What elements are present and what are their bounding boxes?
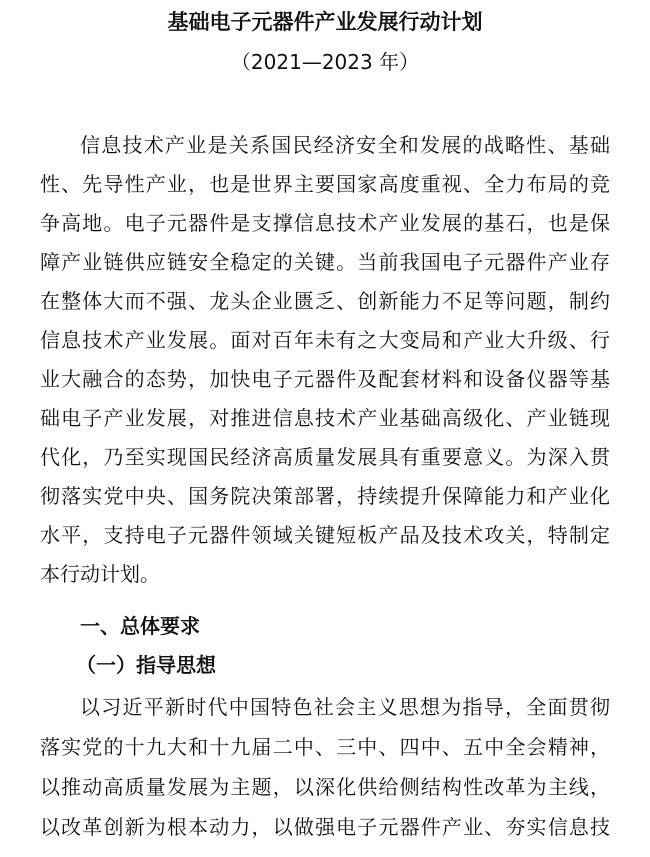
- paragraph-line: 代化，乃至实现国民经济高质量发展具有重要意义。为深入贯: [40, 445, 610, 469]
- paragraph-line: 信息技术产业是关系国民经济安全和发展的战略性、基础: [80, 133, 610, 157]
- paragraph-line: 以习近平新时代中国特色社会主义思想为指导，全面贯彻: [80, 695, 610, 719]
- section-heading: 一、总体要求: [80, 614, 200, 638]
- document-period: （2021—2023 年）: [230, 50, 420, 74]
- paragraph-line: 在整体大而不强、龙头企业匮乏、创新能力不足等问题，制约: [40, 289, 610, 313]
- paragraph-line: 业大融合的态势，加快电子元器件及配套材料和设备仪器等基: [40, 367, 610, 391]
- paragraph-line: 争高地。电子元器件是支撑信息技术产业发展的基石，也是保: [40, 211, 610, 235]
- paragraph-line: 水平，支持电子元器件领域关键短板产品及技术攻关，特制定: [40, 523, 610, 547]
- paragraph-line: 落实党的十九大和十九届二中、三中、四中、五中全会精神，: [40, 735, 610, 759]
- paragraph-line: 性、先导性产业，也是世界主要国家高度重视、全力布局的竞: [40, 172, 610, 196]
- paragraph-line: 以改革创新为根本动力，以做强电子元器件产业、夯实信息技: [40, 815, 610, 839]
- paragraph-line: 彻落实党中央、国务院决策部署，持续提升保障能力和产业化: [40, 484, 610, 508]
- paragraph-line: 以推动高质量发展为主题，以深化供给侧结构性改革为主线，: [40, 775, 610, 799]
- document-title: 基础电子元器件产业发展行动计划: [167, 10, 483, 34]
- paragraph-line: 障产业链供应链安全稳定的关键。当前我国电子元器件产业存: [40, 250, 610, 274]
- subsection-heading: （一）指导思想: [76, 653, 216, 677]
- paragraph-line: 本行动计划。: [40, 562, 160, 586]
- paragraph-line: 信息技术产业发展。面对百年未有之大变局和产业大升级、行: [40, 328, 610, 352]
- paragraph-line: 础电子产业发展，对推进信息技术产业基础高级化、产业链现: [40, 406, 610, 430]
